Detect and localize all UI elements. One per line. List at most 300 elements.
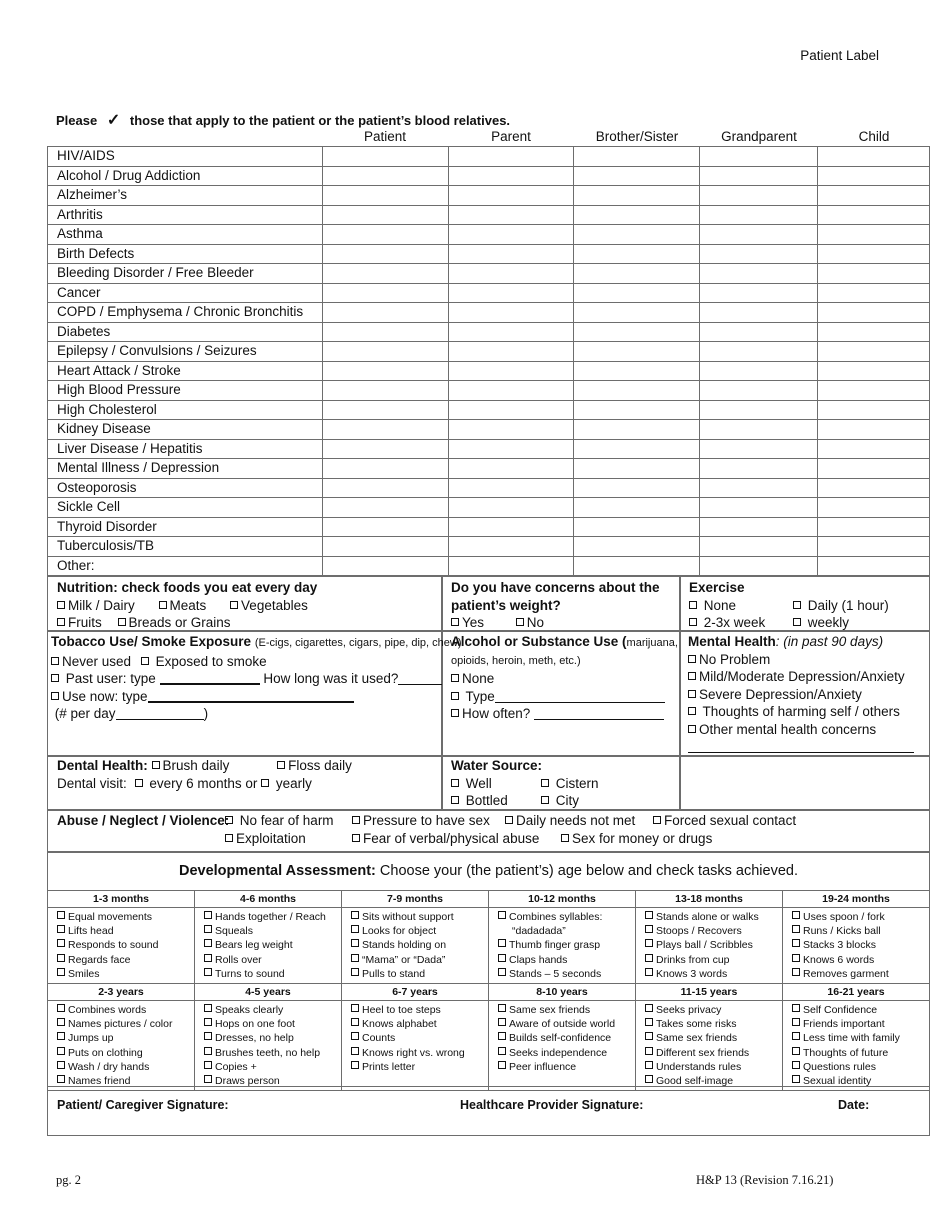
task-item[interactable]: Knows 3 words xyxy=(645,967,782,981)
check-cell-sibling[interactable] xyxy=(574,517,700,537)
check-cell-patient[interactable] xyxy=(322,166,448,186)
water-bottled[interactable]: Bottled xyxy=(451,793,508,808)
dental-title: Dental Health: xyxy=(57,758,148,773)
check-cell-grandparent[interactable] xyxy=(700,517,818,537)
check-cell-sibling[interactable] xyxy=(574,283,700,303)
past-type-field[interactable] xyxy=(160,683,260,685)
task-item[interactable]: Hops on one foot xyxy=(204,1017,341,1031)
check-cell-patient[interactable] xyxy=(322,381,448,401)
check-cell-child[interactable] xyxy=(818,303,930,323)
task-item[interactable]: Knows right vs. wrong xyxy=(351,1046,488,1060)
checkbox-icon xyxy=(498,954,506,962)
condition-label: Heart Attack / Stroke xyxy=(48,361,323,381)
check-cell-parent[interactable] xyxy=(448,400,574,420)
development-title: Developmental Assessment: xyxy=(178,863,376,879)
task-item[interactable]: Questions rules xyxy=(792,1060,929,1074)
check-cell-child[interactable] xyxy=(818,478,930,498)
check-cell-child[interactable] xyxy=(818,361,930,381)
check-cell-parent[interactable] xyxy=(448,439,574,459)
tobacco-exposed[interactable]: Exposed to smoke xyxy=(141,654,267,669)
task-item[interactable]: Dresses, no help xyxy=(204,1031,341,1045)
check-cell-sibling[interactable] xyxy=(574,361,700,381)
checkbox-icon xyxy=(159,601,167,609)
age-group-header: 4-6 months xyxy=(195,891,342,908)
check-cell-parent[interactable] xyxy=(448,361,574,381)
task-item[interactable]: Stands holding on xyxy=(351,938,488,952)
check-cell-sibling[interactable] xyxy=(574,459,700,479)
checkbox-icon xyxy=(204,1061,212,1069)
task-row xyxy=(48,908,930,984)
check-cell-grandparent[interactable] xyxy=(700,537,818,557)
check-cell-parent[interactable] xyxy=(448,420,574,440)
task-list xyxy=(342,1001,489,1091)
checkbox-icon xyxy=(688,655,696,663)
checkbox-icon xyxy=(204,1004,212,1012)
checkbox-icon xyxy=(351,911,359,919)
patient-signature-label: Patient/ Caregiver Signature: xyxy=(57,1098,229,1112)
task-item[interactable]: Seeks independence xyxy=(498,1046,635,1060)
abuse-exploitation[interactable]: Exploitation xyxy=(225,830,306,848)
task-item[interactable]: Plays ball / Scribbles xyxy=(645,938,782,952)
check-cell-patient[interactable] xyxy=(322,498,448,518)
check-cell-sibling[interactable] xyxy=(574,439,700,459)
age-group-header: 10-12 months xyxy=(489,891,636,908)
check-cell-grandparent[interactable] xyxy=(700,342,818,362)
task-list xyxy=(636,1001,783,1091)
task-item[interactable]: Self Confidence xyxy=(792,1003,929,1017)
checkbox-icon xyxy=(51,674,59,682)
task-item[interactable]: Thumb finger grasp xyxy=(498,938,635,952)
dental-brush[interactable]: Brush daily xyxy=(152,758,230,773)
tobacco-never[interactable]: Never used xyxy=(51,654,131,669)
task-item[interactable]: Sexual identity xyxy=(792,1074,929,1088)
task-item[interactable]: Builds self-confidence xyxy=(498,1031,635,1045)
check-cell-child[interactable] xyxy=(818,459,930,479)
check-cell-child[interactable] xyxy=(818,225,930,245)
check-cell-patient[interactable] xyxy=(322,478,448,498)
check-cell-sibling[interactable] xyxy=(574,537,700,557)
check-cell-sibling[interactable] xyxy=(574,264,700,284)
checkbox-icon xyxy=(57,601,65,609)
check-cell-sibling[interactable] xyxy=(574,478,700,498)
checkbox-icon xyxy=(57,1018,65,1026)
task-list xyxy=(489,1001,636,1091)
check-cell-child[interactable] xyxy=(818,400,930,420)
task-item[interactable]: Lifts head xyxy=(57,924,194,938)
checkbox-icon xyxy=(505,816,513,824)
check-cell-child[interactable] xyxy=(818,498,930,518)
check-cell-patient[interactable] xyxy=(322,205,448,225)
task-list xyxy=(783,1001,930,1091)
condition-label: Alzheimer’s xyxy=(48,186,323,206)
task-item[interactable]: Looks for object xyxy=(351,924,488,938)
checkbox-icon xyxy=(793,601,801,609)
check-cell-patient[interactable] xyxy=(322,244,448,264)
checkbox-icon xyxy=(792,925,800,933)
checkbox-icon xyxy=(688,725,696,733)
abuse-fear-verbal[interactable]: Fear of verbal/physical abuse xyxy=(352,830,539,848)
check-cell-sibling[interactable] xyxy=(574,225,700,245)
check-cell-grandparent[interactable] xyxy=(700,205,818,225)
task-item[interactable]: Names friend xyxy=(57,1074,194,1088)
task-item[interactable]: “Mama” or “Dada” xyxy=(351,953,488,967)
condition-label: High Blood Pressure xyxy=(48,381,323,401)
mental-no-problem[interactable]: No Problem xyxy=(688,651,905,669)
task-item[interactable]: Seeks privacy xyxy=(645,1003,782,1017)
check-cell-grandparent[interactable] xyxy=(700,264,818,284)
check-cell-sibling[interactable] xyxy=(574,205,700,225)
patient-signature-field[interactable] xyxy=(230,1098,450,1116)
task-item[interactable]: Removes garment xyxy=(792,967,929,981)
check-cell-parent[interactable] xyxy=(448,498,574,518)
abuse-daily-needs[interactable]: Daily needs not met xyxy=(505,812,635,830)
task-item[interactable]: Heel to toe steps xyxy=(351,1003,488,1017)
check-cell-child[interactable] xyxy=(818,517,930,537)
use-now-type-field[interactable] xyxy=(148,701,354,703)
task-list xyxy=(48,1001,195,1091)
check-cell-parent[interactable] xyxy=(448,205,574,225)
condition-row xyxy=(48,439,930,459)
task-item[interactable]: Knows alphabet xyxy=(351,1017,488,1031)
check-cell-parent[interactable] xyxy=(448,537,574,557)
task-item[interactable]: Brushes teeth, no help xyxy=(204,1046,341,1060)
check-cell-child[interactable] xyxy=(818,322,930,342)
checkbox-icon xyxy=(792,1018,800,1026)
check-cell-child[interactable] xyxy=(818,342,930,362)
check-cell-grandparent[interactable] xyxy=(700,225,818,245)
exercise-none[interactable]: None xyxy=(689,598,736,613)
task-item[interactable]: Claps hands xyxy=(498,953,635,967)
dental-six-months[interactable]: every 6 months or xyxy=(135,776,258,791)
check-cell-patient[interactable] xyxy=(322,517,448,537)
check-cell-grandparent[interactable] xyxy=(700,303,818,323)
condition-row xyxy=(48,459,930,479)
check-cell-grandparent[interactable] xyxy=(700,244,818,264)
check-cell-parent[interactable] xyxy=(448,459,574,479)
check-cell-patient[interactable] xyxy=(322,400,448,420)
checkbox-icon xyxy=(261,779,269,787)
checkbox-icon xyxy=(352,834,360,842)
task-item[interactable]: Counts xyxy=(351,1031,488,1045)
task-item[interactable]: Stacks 3 blocks xyxy=(792,938,929,952)
task-item[interactable]: Prints letter xyxy=(351,1060,488,1074)
check-cell-parent[interactable] xyxy=(448,166,574,186)
checkbox-icon xyxy=(204,1032,212,1040)
task-item[interactable]: Understands rules xyxy=(645,1060,782,1074)
task-item[interactable]: Combines syllables: xyxy=(498,910,635,924)
checkbox-icon xyxy=(204,1018,212,1026)
check-cell-child[interactable] xyxy=(818,264,930,284)
check-cell-sibling[interactable] xyxy=(574,498,700,518)
checkbox-icon xyxy=(352,816,360,824)
checkbox-icon xyxy=(792,1004,800,1012)
check-cell-grandparent[interactable] xyxy=(700,283,818,303)
task-item[interactable]: Different sex friends xyxy=(645,1046,782,1060)
exercise-weekly[interactable]: weekly xyxy=(793,614,849,632)
form-id: H&P 13 (Revision 7.16.21) xyxy=(696,1173,834,1187)
check-cell-grandparent[interactable] xyxy=(700,459,818,479)
check-cell-sibling[interactable] xyxy=(574,381,700,401)
per-day-field[interactable] xyxy=(116,719,204,720)
condition-label: Cancer xyxy=(48,283,323,303)
task-item[interactable]: Turns to sound xyxy=(204,967,341,981)
abuse-forced[interactable]: Forced sexual contact xyxy=(653,812,796,830)
mental-health-content xyxy=(688,633,905,738)
check-cell-child[interactable] xyxy=(818,420,930,440)
check-cell-child[interactable] xyxy=(818,439,930,459)
task-item[interactable]: Names pictures / color xyxy=(57,1017,194,1031)
checkbox-icon xyxy=(498,1018,506,1026)
task-item[interactable]: Squeals xyxy=(204,924,341,938)
nutrition-fruits[interactable]: Fruits xyxy=(57,615,102,630)
check-cell-parent[interactable] xyxy=(448,342,574,362)
check-cell-parent[interactable] xyxy=(448,147,574,167)
alcohol-none[interactable]: None xyxy=(451,670,678,688)
task-item[interactable]: Peer influence xyxy=(498,1060,635,1074)
mental-other-field[interactable] xyxy=(688,752,914,753)
check-cell-parent[interactable] xyxy=(448,517,574,537)
nutrition-milk[interactable]: Milk / Dairy xyxy=(57,598,135,613)
check-cell-grandparent[interactable] xyxy=(700,556,818,576)
checkbox-icon xyxy=(541,779,549,787)
nutrition-content xyxy=(57,579,317,632)
checkbox-icon xyxy=(135,779,143,787)
mental-other[interactable]: Other mental health concerns xyxy=(688,721,905,739)
check-cell-sibling[interactable] xyxy=(574,303,700,323)
task-item[interactable]: Bears leg weight xyxy=(204,938,341,952)
exercise-daily[interactable]: Daily (1 hour) xyxy=(793,597,889,615)
alcohol-title: Alcohol or Substance Use ( xyxy=(451,634,627,649)
check-cell-child[interactable] xyxy=(818,381,930,401)
checkbox-icon xyxy=(351,968,359,976)
dental-visit-label: Dental visit: xyxy=(57,775,127,791)
checkbox-icon xyxy=(498,1032,506,1040)
check-cell-grandparent[interactable] xyxy=(700,478,818,498)
task-item[interactable]: Friends important xyxy=(792,1017,929,1031)
abuse-sex-money[interactable]: Sex for money or drugs xyxy=(561,830,712,848)
task-item[interactable]: Knows 6 words xyxy=(792,953,929,967)
check-cell-patient[interactable] xyxy=(322,303,448,323)
check-cell-grandparent[interactable] xyxy=(700,498,818,518)
check-cell-parent[interactable] xyxy=(448,244,574,264)
check-cell-parent[interactable] xyxy=(448,225,574,245)
task-item[interactable]: Same sex friends xyxy=(645,1031,782,1045)
check-cell-grandparent[interactable] xyxy=(700,381,818,401)
check-cell-patient[interactable] xyxy=(322,147,448,167)
checkbox-icon xyxy=(141,657,149,665)
task-item[interactable]: Speaks clearly xyxy=(204,1003,341,1017)
task-item[interactable]: Copies + xyxy=(204,1060,341,1074)
check-cell-sibling[interactable] xyxy=(574,400,700,420)
check-cell-sibling[interactable] xyxy=(574,342,700,362)
mental-harm[interactable]: Thoughts of harming self / others xyxy=(688,703,905,721)
check-cell-child[interactable] xyxy=(818,244,930,264)
checkbox-icon xyxy=(792,1061,800,1069)
check-cell-sibling[interactable] xyxy=(574,147,700,167)
check-cell-patient[interactable] xyxy=(322,342,448,362)
check-cell-patient[interactable] xyxy=(322,420,448,440)
check-cell-child[interactable] xyxy=(818,556,930,576)
task-item[interactable]: Aware of outside world xyxy=(498,1017,635,1031)
task-item[interactable]: Thoughts of future xyxy=(792,1046,929,1060)
alcohol-subtitle-a: marijuana, xyxy=(626,637,678,649)
check-cell-sibling[interactable] xyxy=(574,322,700,342)
task-row xyxy=(48,1001,930,1091)
check-cell-grandparent[interactable] xyxy=(700,361,818,381)
task-item[interactable]: Runs / Kicks ball xyxy=(792,924,929,938)
check-cell-child[interactable] xyxy=(818,283,930,303)
check-cell-grandparent[interactable] xyxy=(700,186,818,206)
weight-content xyxy=(451,579,660,632)
task-item[interactable]: Sits without support xyxy=(351,910,488,924)
checkbox-icon xyxy=(498,968,506,976)
check-cell-child[interactable] xyxy=(818,166,930,186)
abuse-no-fear[interactable]: No fear of harm xyxy=(225,812,334,830)
nutrition-breads[interactable]: Breads or Grains xyxy=(118,615,231,630)
dental-content xyxy=(57,757,352,792)
task-item[interactable]: Uses spoon / fork xyxy=(792,910,929,924)
check-cell-patient[interactable] xyxy=(322,459,448,479)
check-cell-grandparent[interactable] xyxy=(700,147,818,167)
check-cell-patient[interactable] xyxy=(322,361,448,381)
check-cell-patient[interactable] xyxy=(322,322,448,342)
check-cell-patient[interactable] xyxy=(322,537,448,557)
task-item[interactable]: Smiles xyxy=(57,967,194,981)
task-item[interactable]: Draws person xyxy=(204,1074,341,1088)
check-cell-parent[interactable] xyxy=(448,264,574,284)
check-cell-patient[interactable] xyxy=(322,556,448,576)
checkbox-icon xyxy=(152,761,160,769)
condition-label: Diabetes xyxy=(48,322,323,342)
condition-label: Sickle Cell xyxy=(48,498,323,518)
checkbox-icon xyxy=(204,954,212,962)
checkbox-icon xyxy=(204,1075,212,1083)
checkbox-icon xyxy=(451,618,459,626)
weight-yes[interactable]: Yes xyxy=(451,615,484,630)
task-item[interactable]: Stoops / Recovers xyxy=(645,924,782,938)
check-cell-sibling[interactable] xyxy=(574,420,700,440)
checkbox-icon xyxy=(645,1018,653,1026)
water-well[interactable]: Well xyxy=(451,776,492,791)
age-group-header: 7-9 months xyxy=(342,891,489,908)
check-cell-patient[interactable] xyxy=(322,264,448,284)
checkbox-icon xyxy=(57,968,65,976)
task-item[interactable]: Stands alone or walks xyxy=(645,910,782,924)
checkbox-icon xyxy=(689,601,697,609)
instruction-post: those that apply to the patient or the patient’s blood relatives. xyxy=(129,113,511,128)
how-long-field[interactable] xyxy=(398,684,442,685)
check-cell-patient[interactable] xyxy=(322,186,448,206)
task-item[interactable]: Same sex friends xyxy=(498,1003,635,1017)
dental-floss[interactable]: Floss daily xyxy=(277,758,352,773)
condition-row xyxy=(48,381,930,401)
abuse-pressure[interactable]: Pressure to have sex xyxy=(352,812,490,830)
check-cell-sibling[interactable] xyxy=(574,244,700,264)
check-cell-child[interactable] xyxy=(818,147,930,167)
check-cell-child[interactable] xyxy=(818,537,930,557)
check-cell-child[interactable] xyxy=(818,205,930,225)
check-cell-patient[interactable] xyxy=(322,439,448,459)
task-item[interactable]: Equal movements xyxy=(57,910,194,924)
task-item[interactable]: Stands – 5 seconds xyxy=(498,967,635,981)
mental-mild[interactable]: Mild/Moderate Depression/Anxiety xyxy=(688,668,905,686)
check-cell-patient[interactable] xyxy=(322,225,448,245)
task-item[interactable]: Jumps up xyxy=(57,1031,194,1045)
task-item[interactable]: Pulls to stand xyxy=(351,967,488,981)
page-number: pg. 2 xyxy=(56,1173,81,1187)
task-item[interactable]: Takes some risks xyxy=(645,1017,782,1031)
check-cell-parent[interactable] xyxy=(448,283,574,303)
check-cell-parent[interactable] xyxy=(448,303,574,323)
task-item[interactable]: Rolls over xyxy=(204,953,341,967)
task-item[interactable]: Combines words xyxy=(57,1003,194,1017)
checkbox-icon xyxy=(57,1075,65,1083)
checkbox-icon xyxy=(225,816,233,824)
alcohol-how-often[interactable]: How often? xyxy=(451,705,678,723)
nutrition-vegetables[interactable]: Vegetables xyxy=(230,598,308,613)
water-city[interactable]: City xyxy=(541,792,579,810)
condition-row xyxy=(48,517,930,537)
check-cell-grandparent[interactable] xyxy=(700,439,818,459)
checkbox-icon xyxy=(516,618,524,626)
alcohol-type-field[interactable] xyxy=(495,702,665,703)
tobacco-use-now[interactable]: Use now: type xyxy=(51,688,461,706)
check-cell-child[interactable] xyxy=(818,186,930,206)
alcohol-type[interactable]: Type xyxy=(451,688,678,706)
task-item[interactable]: Drinks from cup xyxy=(645,953,782,967)
dental-yearly[interactable]: yearly xyxy=(261,776,312,791)
check-cell-grandparent[interactable] xyxy=(700,420,818,440)
provider-signature-field[interactable] xyxy=(645,1098,825,1116)
tobacco-past-user[interactable]: Past user: type How long was it used? xyxy=(51,670,461,688)
checkbox-icon xyxy=(451,692,459,700)
check-cell-parent[interactable] xyxy=(448,322,574,342)
age-group-header: 8-10 years xyxy=(489,984,636,1001)
check-cell-patient[interactable] xyxy=(322,283,448,303)
how-often-field[interactable] xyxy=(534,719,664,720)
task-item[interactable]: Good self-image xyxy=(645,1074,782,1088)
instruction-pre: Please xyxy=(56,113,98,128)
check-cell-grandparent[interactable] xyxy=(700,400,818,420)
check-cell-grandparent[interactable] xyxy=(700,322,818,342)
task-item[interactable]: Regards face xyxy=(57,953,194,967)
water-cistern[interactable]: Cistern xyxy=(541,775,599,793)
check-cell-parent[interactable] xyxy=(448,478,574,498)
condition-row xyxy=(48,147,930,167)
nutrition-meats[interactable]: Meats xyxy=(159,598,207,613)
checkbox-icon xyxy=(645,1047,653,1055)
check-cell-sibling[interactable] xyxy=(574,166,700,186)
task-item[interactable]: Puts on clothing xyxy=(57,1046,194,1060)
task-item[interactable]: Wash / dry hands xyxy=(57,1060,194,1074)
weight-no[interactable]: No xyxy=(516,615,544,630)
check-cell-grandparent[interactable] xyxy=(700,166,818,186)
check-cell-parent[interactable] xyxy=(448,556,574,576)
task-item[interactable]: Responds to sound xyxy=(57,938,194,952)
checkbox-icon xyxy=(51,657,59,665)
condition-label: Other: xyxy=(48,556,323,576)
mental-severe[interactable]: Severe Depression/Anxiety xyxy=(688,686,905,704)
check-cell-parent[interactable] xyxy=(448,186,574,206)
task-item[interactable]: Less time with family xyxy=(792,1031,929,1045)
check-cell-sibling[interactable] xyxy=(574,186,700,206)
check-cell-parent[interactable] xyxy=(448,381,574,401)
age-header-row xyxy=(48,891,930,908)
check-cell-sibling[interactable] xyxy=(574,556,700,576)
age-group-header: 13-18 months xyxy=(636,891,783,908)
task-item[interactable]: Hands together / Reach xyxy=(204,910,341,924)
exercise-2-3x[interactable]: 2-3x week xyxy=(689,615,765,630)
